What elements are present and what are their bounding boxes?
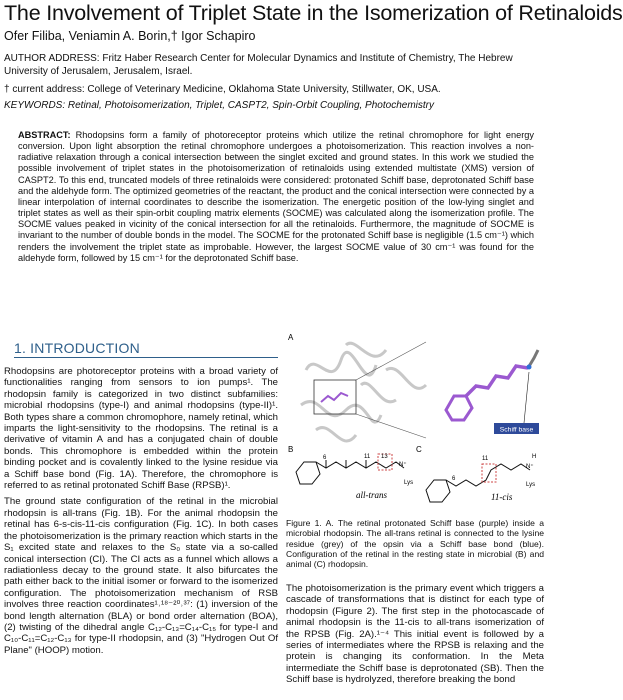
retinal-zoom bbox=[446, 350, 538, 420]
intro-paragraph-1: Rhodopsins are photoreceptor proteins with a broad variety of functionalities ranging from sensors to ion pumps¹. The rhodopsin family is categorized in two distinct subfamilies: microbial rhodopsins (type-I) and animal rhodopsins (type-II)¹. Both types share a common chromophore, namely retinal, which imparts the light-sensitivity to the rhodopsins. The retinal is a derivative of vitamin A and has a conjugated chain of double bonds. This chromophore is embedded within the protein binding pocket and is covalently linked to the lysine residue via a Schiff base bond (Fig. 1A). Therefore, the chromophore is referred to as retinal protonated Schiff Base (RPSB)¹. bbox=[4, 366, 278, 492]
nitrogen-label-c: N⁺ bbox=[526, 464, 534, 470]
lys-label-b: Lys bbox=[404, 480, 414, 486]
section-heading-introduction: 1. INTRODUCTION bbox=[14, 340, 140, 356]
author-address: AUTHOR ADDRESS: Fritz Haber Research Center for Molecular Dynamics and Institute of Chemistry, The Hebrew University of Jerusalem, Jerusalem, Israel. bbox=[4, 53, 513, 77]
panel-a-label: A bbox=[288, 333, 294, 342]
figure-1 bbox=[286, 330, 544, 516]
carbon-13-label: 13 bbox=[381, 454, 388, 460]
author-list: Ofer Filiba, Veniamin A. Borin,† Igor Schapiro bbox=[4, 29, 256, 43]
11-cis-structure bbox=[426, 464, 530, 502]
retinal-small bbox=[321, 393, 348, 402]
schiff-base-label: Schiff base bbox=[499, 426, 534, 434]
abstract bbox=[18, 130, 534, 264]
nitrogen-label-b: N⁺ bbox=[399, 462, 407, 468]
protein-structure bbox=[301, 343, 426, 441]
paper-title: The Involvement of Triplet State in the Isomerization of Retinaloids bbox=[4, 1, 623, 25]
panel-c-label: C bbox=[416, 445, 422, 454]
section-rule bbox=[14, 357, 278, 358]
panel-b-label: B bbox=[288, 445, 294, 454]
keywords: KEYWORDS: Retinal, Photoisomerization, Triplet, CASPT2, Spin-Orbit Coupling, Photochemistry bbox=[4, 100, 434, 111]
carbon-6-label: 6 bbox=[323, 455, 327, 461]
hydrogen-label: H bbox=[532, 454, 537, 460]
figure-caption: Figure 1. A. The retinal protonated Schiff base (purple) inside a microbial rhodopsin. The all-trans retinal is connected to the lysine residue (grey) of the opsin via a Schiff base bond (blue). Configuration of the retinal in the resting state in microbial (B) and animal (C) rhodopsin. bbox=[286, 518, 544, 570]
lys-label-c: Lys bbox=[526, 482, 536, 488]
left-column bbox=[4, 366, 278, 661]
zoom-box bbox=[314, 380, 356, 414]
11-cis-label: 11-cis bbox=[491, 492, 513, 502]
current-address: † current address: College of Veterinary Medicine, Oklahoma State University, Stillwater, OK, USA. bbox=[4, 84, 441, 95]
right-column bbox=[286, 583, 544, 691]
carbon-11-label-c: 11 bbox=[482, 456, 489, 462]
all-trans-label: all-trans bbox=[356, 490, 388, 500]
carbon-11-label: 11 bbox=[364, 454, 371, 460]
right-paragraph-1: The photoisomerization is the primary event which triggers a cascade of transformations that is distinct for each type of rhodopsin (Figure 2). The first step in the photocascade of animal rhodopsin is the 11-cis to all-trans isomerization of the RPSB (Fig. 2A).¹⁻⁴ This initial event is followed by a series of intermediates where the RPSB is relaxing and the protein is changing its conformation. In the Meta intermediate the Schiff base is deprotonated (SB). Then the Schiff base is hydrolyzed, therefore breaking the bond bbox=[286, 583, 544, 686]
all-trans-structure bbox=[296, 454, 404, 484]
abstract-label: ABSTRACT: bbox=[18, 130, 71, 140]
intro-paragraph-2: The ground state configuration of the retinal in the microbial rhodopsin is all-trans (Fig. 1B). For the animal rhodopsin the retinal has 6-s-cis-11-cis configuration (Fig. 1C). In both cases the photoisomerization is the primary reaction which starts in the S₁ excited state and relaxes to the S₀ state via a so-called conical intersection (CI). The CI acts as a funnel which allows a radiationless decay to the ground state. It also bifurcates the path either back to the initial isomer or forward to the isomerized configuration. The photoisomerization mechanism of RSB involves three reaction coordinates¹˒¹⁸⁻²⁰˒³⁷: (1) inversion of the bond length alternation (BLA) or bond order alternation (BOA), (2) twisting of the dihedral angle C₁₂-C₁₃=C₁₄-C₁₅ for type-I and C₁₀-C₁₁=C₁₂-C₁₃ for type-II rhodopsin, and (3) "Hydrogen Out Of Plane" (HOOP) motion. bbox=[4, 496, 278, 656]
abstract-text: Rhodopsins form a family of photoreceptor proteins which utilize the retinal chromophore for light energy conversion. Upon light absorption the retinal chromophore undergoes a photoisomerization. This reaction involves a non-radiative relaxation through a conical intersection between the singlet excited and ground states. In this work we studied the possible involvement of triplet states in the photoisomerization of retinaloids using extended multistate (XMS) version of CASPT2. To this end, truncated models of three retinaloids were considered: protonated Schiff base, deprotonated Schiff base and the aldehyde form. The optimized geometries of the reactant, the product and the conical intersection were connected by a linear interpolation of internal coordinates to describe the isomerization. The energetic position of the low-lying singlet and triplet states as well as their spin-orbit coupling matrix elements (SOCME) was calculated along the isomerization profile. The SOCME values peaked in vicinity of the conical intersection for all the retinaloids. Furthermore, the magnitude of SOCME is invariant to the number of double bonds in the model. The SOCME for the protonated Schiff base is negligible (1.5 cm⁻¹) which renders the involvement the triplet state as improbable. However, the largest SOCME value of 30 cm⁻¹ was found for the aldehyde form, followed by 15 cm⁻¹ for the deprotonated Schiff base. bbox=[18, 130, 534, 263]
carbon-6-label-c: 6 bbox=[452, 476, 456, 482]
